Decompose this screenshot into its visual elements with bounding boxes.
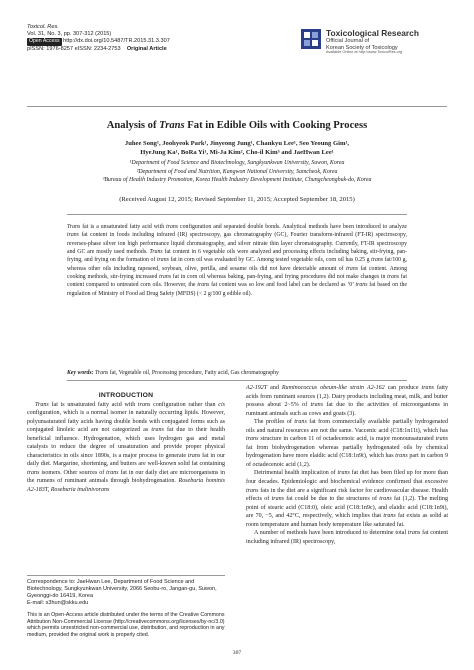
email-note[interactable]: E-mail: s3hun@skku.edu bbox=[27, 600, 89, 606]
article-type: Original Article bbox=[126, 45, 167, 52]
journal-header bbox=[27, 24, 257, 53]
logo-subtitle: Official Journal of Korean Society of Toxicology bbox=[326, 38, 398, 51]
issn-line: pISSN: 1976-8257 eISSN: 2234-2753 bbox=[27, 45, 121, 52]
logo-title: Toxicological Research bbox=[326, 28, 419, 38]
open-access-badge: Open Access bbox=[29, 38, 60, 45]
right-paragraph-continued: A2-192T and Ruminococcus obeum-like strain A2-162 can produce trans fatty acids from ruminant sources (1,2). Dairy products including meat, milk, and butter possess about 2~5% of trans fat due to the activities of microorganisms in ruminant animals such as cows and goats (3). bbox=[246, 385, 449, 417]
article-title: Analysis of Trans Fat in Edible Oils with Cooking Process bbox=[106, 120, 368, 131]
correspondence-note: Correspondence to: JaeHwan Lee, Department of Food Science and Biotechnology, Sungkyunkwan University, 2066 Seobu-ro, Jangan-gu, Suwon, Gyeonggi-do 16419, Korea bbox=[27, 579, 217, 599]
abstract-bottom-rule bbox=[67, 380, 407, 381]
volume-line: Vol. 31, No. 3, pp. 307-312 (2015) bbox=[27, 31, 112, 38]
journal-name: Toxicol. Res. bbox=[27, 24, 59, 30]
right-paragraph-4: A number of methods have been introduced to determine total trans fat content including infrared (IR) spectroscopy, bbox=[246, 530, 448, 545]
footnote-rule bbox=[27, 575, 225, 576]
author-list: Juhee Song¹, Joohyeok Park¹, Jinyeong Jung¹, Chankyu Lee¹, Seo Yeoung Gim¹, HyeJung Ka¹, BoRa Yi¹, Mi-Ja Kim², Cho-il Kim³ and JaeHwan Lee¹ bbox=[124, 140, 350, 156]
right-column bbox=[246, 384, 448, 546]
doi-link[interactable]: http://dx.doi.org/10.5487/TR.2015.31.3.307 bbox=[63, 38, 170, 45]
header-divider bbox=[27, 106, 447, 107]
right-paragraph-3: Detrimental health implication of trans fat diet has been filed up for more than four decades. Epidemiologic and biochemical evidence confirmed that excessive trans fats in the diet are a significant risk factor for cardiovascular disease. Health effects of trans fat could be due to the structures of trans fat (1,2). The melting point of stearic acid (C18:0), oleic acid (C18:1n9c), and elaidic acid (C18:1n9t), are 70, −5, and 42°C, respectively, which implies that trans fat exists as solid at room temperature and human body temperature like saturated fat. bbox=[246, 470, 449, 528]
abstract-top-rule bbox=[67, 214, 407, 215]
affiliations: ¹Department of Food Science and Biotechnology, Sungkyunkwan University, Suwon, Korea ²Department of Food and Nutrition, Kangwon National University, Samcheok, Korea ³Bureau of Health Industry Promotion, Korea Health Industry Development Institute, Chungcheongbuk-do, Korea bbox=[102, 160, 372, 184]
left-column bbox=[27, 392, 225, 495]
keywords: Key words: Trans fat, Vegetable oil, Processing procedure, Fatty acid, Gas chromatography bbox=[67, 370, 279, 376]
right-paragraph-2: The profiles of trans fat from commercially available partially hydrogenated oils and natural resources are not the same. Vaccenic acid (C18:1n11t), which has trans structure in carbon 11 of octadecenoic acid, is major monounsaturated trans fat from biohydrogenation whereas partially hydrogenated oils by chemical hydrogenation have more elaidic acid (C18:1n9t), which has trans part in carbon 9 of octadecenoic acid (1,2). bbox=[246, 419, 448, 468]
received-dates: (Received August 12, 2015; Revised September 11, 2015; Accepted September 18, 2015) bbox=[119, 196, 355, 203]
page-number: 307 bbox=[232, 650, 242, 656]
logo-url: Available Online at http://www.ToxicolRes.org bbox=[326, 50, 403, 54]
introduction-heading: INTRODUCTION bbox=[98, 392, 154, 399]
intro-paragraph-1: Trans fat is unsaturated fatty acid with trans configuration rather than cis configuration, which is a normal isomer in naturally occurring lipids. However, polyunsaturated fatty acids having double bonds with conjugated forms such as conjugated linoleic acid are not categorized as trans fat due to their health beneficial influence. Hydrogenation, which uses hydrogen gas and metal catalysts to reduce the degree of unsaturation and provide proper physical characteristics in oils since 1890s, is a major process to generate trans fat in our daily diet. Margarine, shortening, and butters are well-known solid fat containing trans isomers. Other sources of trans fat in our daily diet are microorganisms in the rumens of ruminant animals through biohydrogenation. Roseburia hominis A2-183T, Roseburia inulinivorans bbox=[27, 401, 226, 494]
license-note: This is an Open-Access article distributed under the terms of the Creative Commons Attribution Non-Commercial License (http://creativecommons.org/licenses/by-nc/3.0) which permits unrestricted non-commercial use, distribution, and reproduction in any medium, provided the original work is properly cited. bbox=[27, 612, 225, 638]
journal-emblem-icon bbox=[300, 28, 322, 50]
journal-logo bbox=[300, 28, 450, 76]
abstract: Trans fat is a unsaturated fatty acid with trans configuration and separated double bonds. Analytical methods have been introduced to analyze trans fat content in foods including infrared (IR) spectroscopy, gas chromatography (GC), Fourier transform-infrared (FT-IR) spectroscopy, reverses-phase silver ion high performance liquid chromatography, and silver nitrate thin layer chromatography. Currently, FT-IR spectroscopy and GC are mostly used methods. Trans fat content in 6 vegetable oils were analyzed and processing effects including baking, stir-frying, pan-frying, and frying on the formation of trans fat in corn oil was evaluated by GC. Among tested vegetable oils, corn oil has 0.25 g trans fat/100 g, whereas other oils including rapeseed, soybean, olive, perilla, and sesame oils did not have detectable amount of trans fat content. Among cooking methods, stir-frying increased trans fat in corn oil whereas baking, pan-frying, and frying procedures did not make changes in trans fat content compared to untreated corn oils. However, the trans fat content was so low and food label can be declared as ‘0’ trans fat based on the regulation of Ministry of Food ad Drug Safety (MFDS) (< 2 g/100 g edible oil). bbox=[67, 224, 408, 297]
